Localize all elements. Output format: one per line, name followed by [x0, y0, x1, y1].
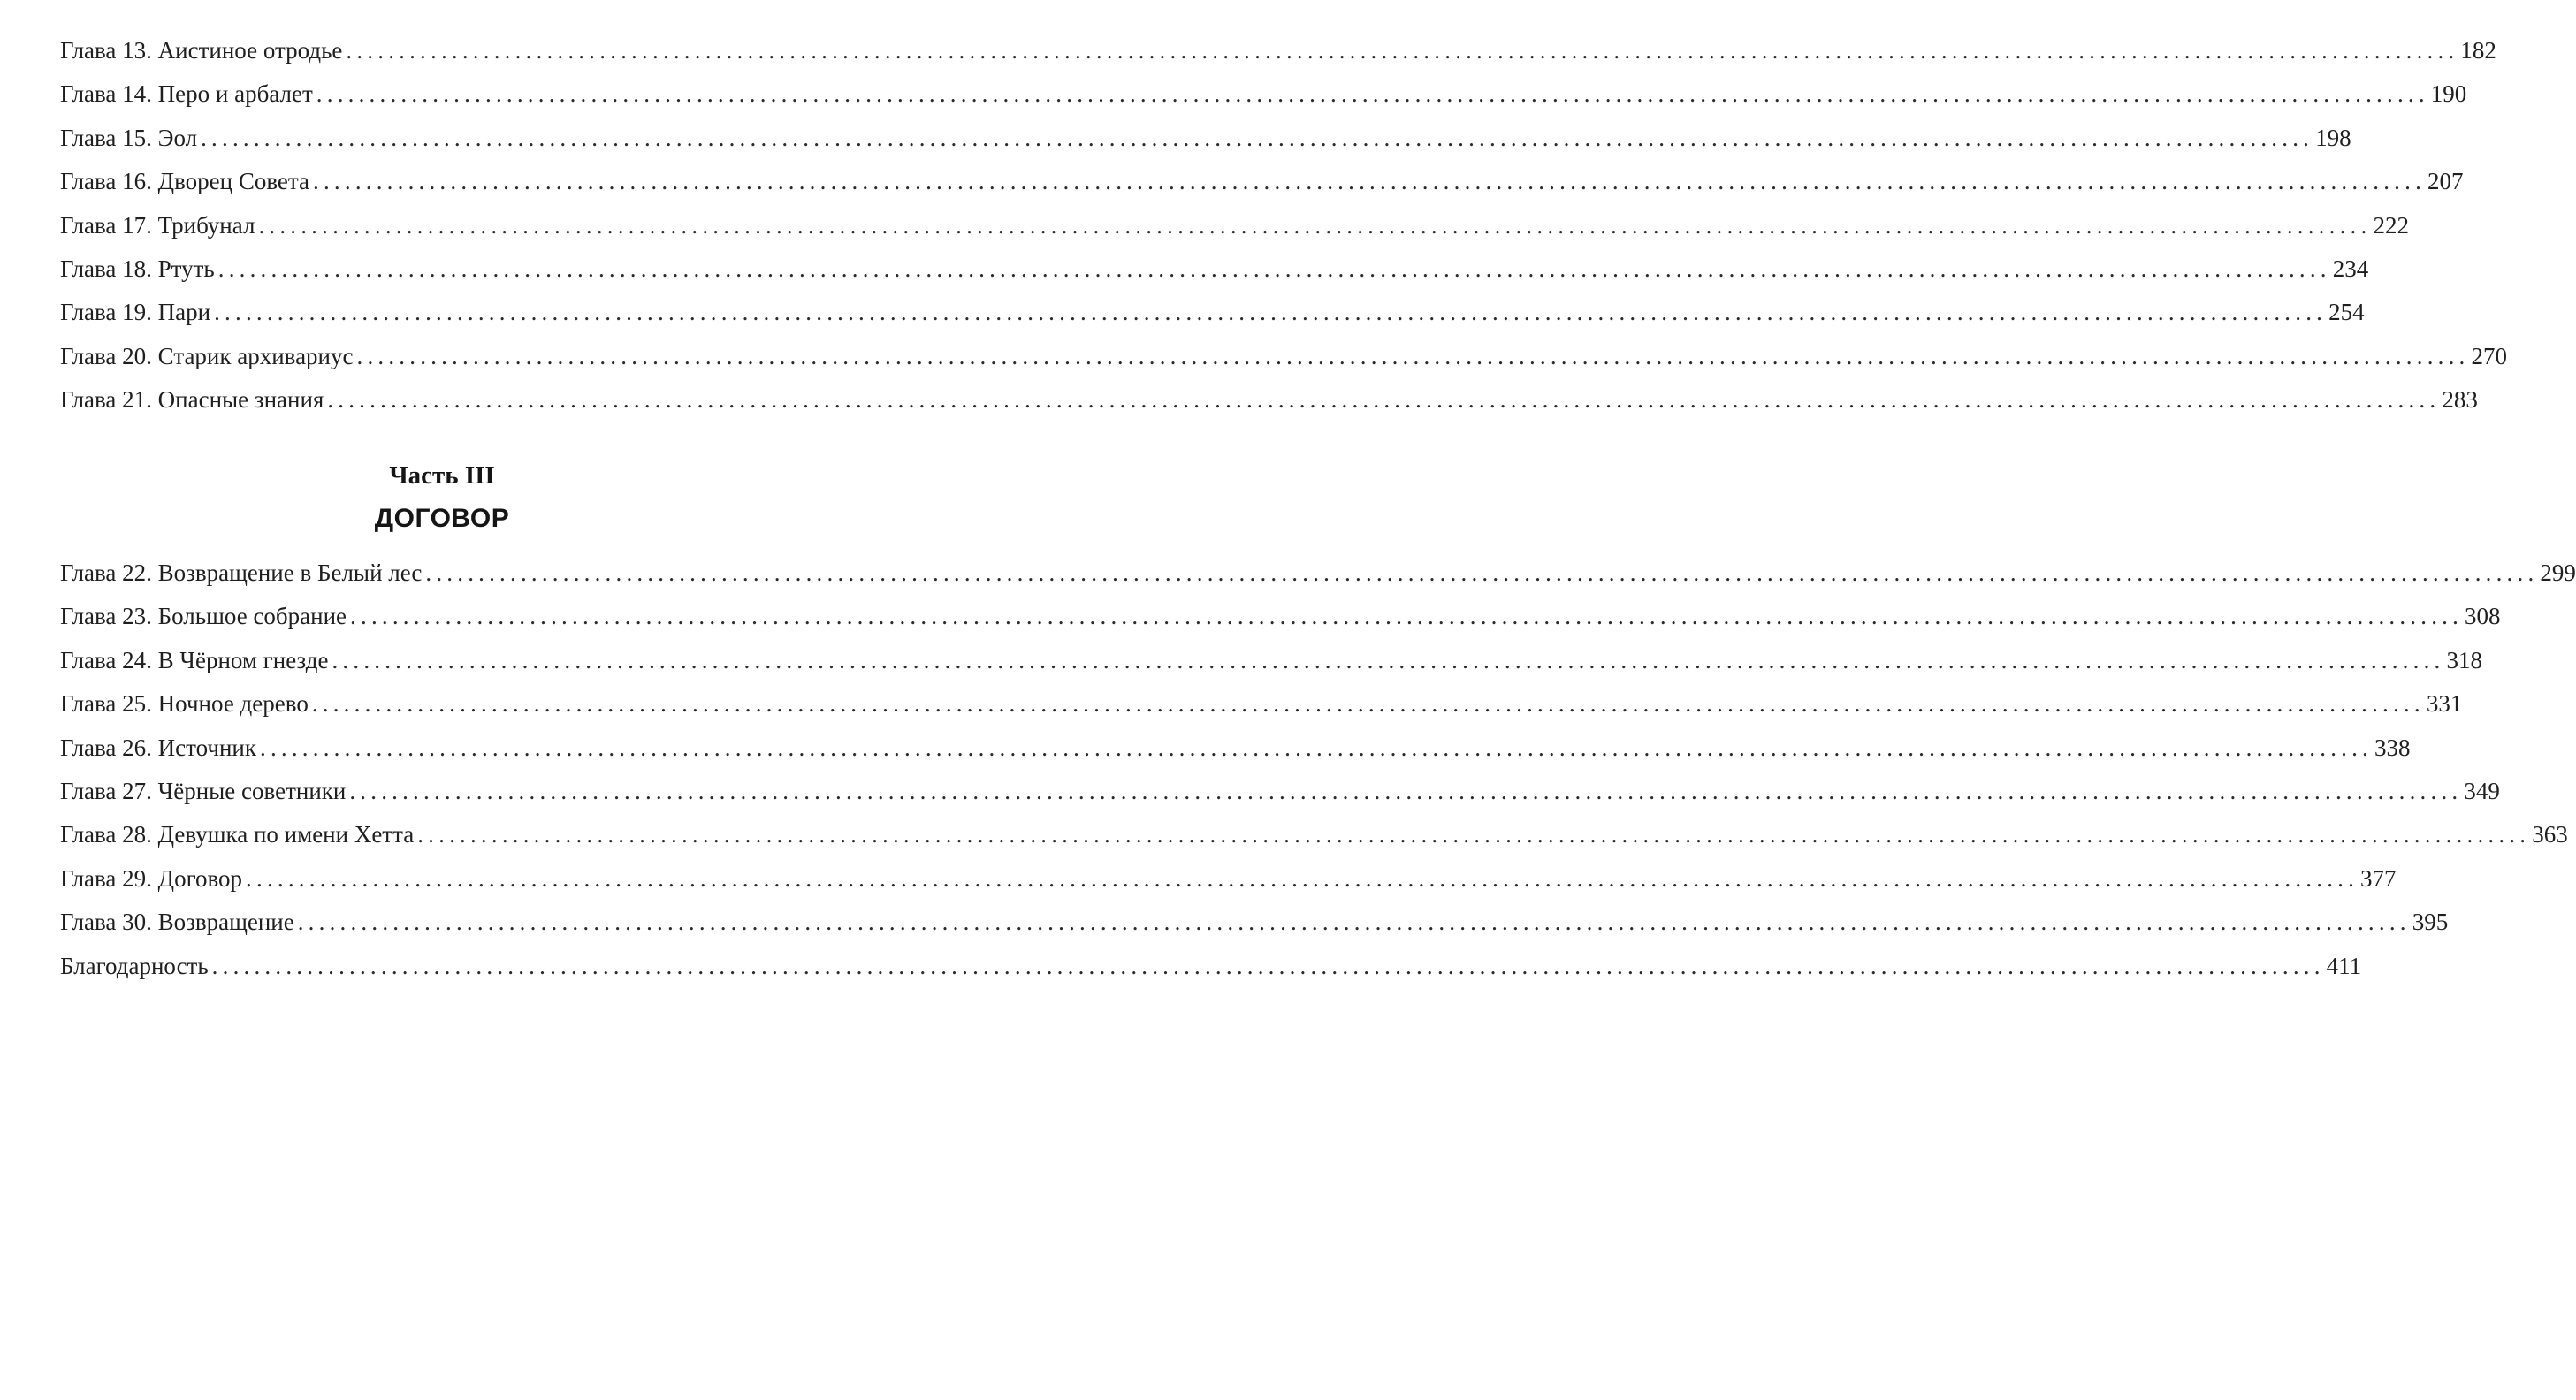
toc-entry-title: Глава 22. Возвращение в Белый лес [60, 559, 423, 586]
toc-entry-page-number: 318 [2446, 646, 2482, 673]
dot-leader: ........................................................................................................................................................................................................ [217, 255, 2331, 282]
toc-entry [60, 552, 2576, 595]
dot-leader: ........................................................................................................................................................................................................ [214, 299, 2328, 326]
toc-entry-page-number: 270 [2471, 342, 2507, 369]
toc-entry-page-number: 207 [2427, 168, 2464, 195]
toc-entry-title: Глава 15. Эол [60, 124, 198, 151]
dot-leader: ........................................................................................................................................................................................................ [313, 168, 2427, 195]
toc-entry [60, 160, 2464, 203]
toc-entry-title: Благодарность [60, 952, 209, 979]
toc-entry-page-number: 283 [2442, 386, 2478, 414]
toc-entry-page-number: 190 [2430, 80, 2467, 108]
toc-list-part-two [60, 29, 2507, 422]
toc-entry [60, 727, 2411, 770]
toc-entry [60, 857, 2397, 901]
toc-entry-page-number: 234 [2332, 255, 2369, 282]
dot-leader: ........................................................................................................................................................................................................ [417, 821, 2531, 848]
dot-leader: ........................................................................................................................................................................................................ [297, 909, 2411, 936]
toc-entry-page-number: 331 [2426, 690, 2463, 718]
dot-leader: ........................................................................................................................................................................................................ [258, 211, 2372, 239]
toc-entry-page-number: 338 [2374, 734, 2411, 761]
toc-entry-page-number: 254 [2328, 299, 2365, 326]
dot-leader: ........................................................................................................................................................................................................ [349, 777, 2463, 804]
dot-leader: ........................................................................................................................................................................................................ [356, 342, 2470, 369]
dot-leader: ........................................................................................................................................................................................................ [332, 646, 2445, 673]
toc-entry-title: Глава 25. Ночное дерево [60, 690, 309, 718]
part-number-heading: Часть III [389, 461, 495, 490]
toc-entry-title: Глава 28. Девушка по имени Хетта [60, 821, 415, 848]
toc-entry [60, 639, 2482, 682]
toc-entry-title: Глава 17. Трибунал [60, 211, 255, 239]
toc-entry-page-number: 411 [2326, 952, 2362, 979]
toc-entry [60, 901, 2449, 944]
toc-entry-page-number: 363 [2532, 821, 2568, 848]
dot-leader: ........................................................................................................................................................................................................ [201, 124, 2314, 151]
toc-entry-page-number: 182 [2460, 37, 2496, 64]
toc-entry [60, 247, 2369, 291]
toc-entry-title: Глава 24. В Чёрном гнезде [60, 646, 329, 673]
toc-entry-page-number: 299 [2540, 559, 2576, 586]
toc-entry [60, 117, 2351, 160]
toc-entry-title: Глава 18. Ртуть [60, 255, 215, 282]
dot-leader: ........................................................................................................................................................................................................ [327, 386, 2441, 414]
dot-leader: ........................................................................................................................................................................................................ [425, 559, 2539, 586]
toc-entry-title: Глава 30. Возвращение [60, 909, 294, 936]
dot-leader: ........................................................................................................................................................................................................ [350, 603, 2464, 630]
toc-entry-title: Глава 16. Дворец Совета [60, 168, 310, 195]
part-title-heading: ДОГОВОР [374, 504, 510, 533]
toc-entry-page-number: 308 [2465, 603, 2501, 630]
dot-leader: ........................................................................................................................................................................................................ [260, 734, 2373, 761]
toc-entry [60, 682, 2463, 726]
dot-leader: ........................................................................................................................................................................................................ [311, 690, 2425, 718]
toc-entry [60, 204, 2409, 247]
dot-leader: ........................................................................................................................................................................................................ [346, 37, 2459, 64]
toc-entry [60, 595, 2501, 638]
toc-entry-title: Глава 19. Пари [60, 299, 211, 326]
toc-entry [60, 945, 2362, 988]
toc-entry-page-number: 222 [2373, 211, 2409, 239]
toc-entry-title: Глава 26. Источник [60, 734, 256, 761]
toc-entry-page-number: 377 [2360, 864, 2397, 892]
toc-entry [60, 378, 2478, 422]
toc-entry-title: Глава 20. Старик архивариус [60, 342, 354, 369]
dot-leader: ........................................................................................................................................................................................................ [211, 952, 2325, 979]
toc-entry [60, 335, 2507, 378]
toc-entry [60, 291, 2365, 334]
toc-entry-title: Глава 21. Опасные знания [60, 386, 324, 414]
toc-entry [60, 813, 2568, 856]
dot-leader: ........................................................................................................................................................................................................ [246, 864, 2359, 892]
toc-entry-title: Глава 23. Большое собрание [60, 603, 347, 630]
toc-entry-page-number: 395 [2412, 909, 2449, 936]
dot-leader: ........................................................................................................................................................................................................ [316, 80, 2429, 108]
toc-entry-page-number: 198 [2315, 124, 2351, 151]
toc-entry-title: Глава 13. Аистиное отродье [60, 37, 343, 64]
toc-entry [60, 72, 2467, 116]
toc-entry-title: Глава 27. Чёрные советники [60, 777, 347, 804]
toc-entry-page-number: 349 [2464, 777, 2500, 804]
toc-list-part-three [60, 552, 2576, 988]
toc-entry [60, 770, 2500, 813]
toc-entry-title: Глава 29. Договор [60, 864, 243, 892]
toc-entry [60, 29, 2496, 72]
toc-entry-title: Глава 14. Перо и арбалет [60, 80, 313, 108]
